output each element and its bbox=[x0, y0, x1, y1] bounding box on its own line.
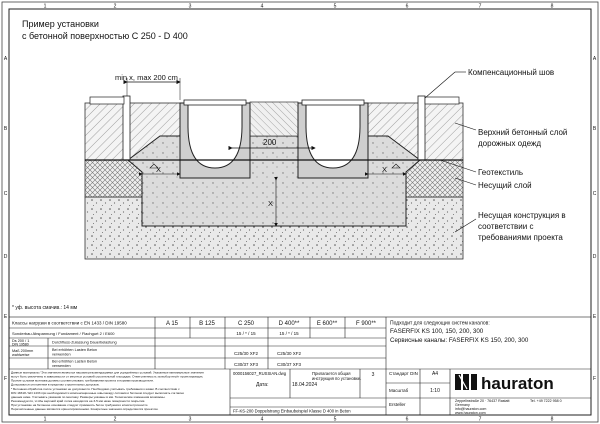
expansion-joint-left bbox=[123, 96, 130, 160]
frame-number: 8 bbox=[550, 416, 554, 423]
drawing-caption: FF-KS-200 Doppelstrang Einbaubeispiel Klasse D 400 in Beton bbox=[233, 408, 351, 414]
x-vertical-label: X bbox=[268, 199, 274, 208]
frame-number: 1 bbox=[43, 3, 47, 10]
guide-d: 15 / * / 15 bbox=[279, 331, 299, 336]
frame-number: 3 bbox=[188, 3, 192, 10]
dimension-200-label: 200 bbox=[263, 138, 277, 147]
row3-c: C25/30 XF2 bbox=[233, 351, 259, 356]
concrete-bedding bbox=[128, 136, 420, 226]
note-line: Рекомендуется, чтобы верхний край лотка находился на 3-5 мм ниже поверхности покрытия. bbox=[11, 399, 146, 403]
frame-letter: F bbox=[3, 376, 8, 382]
row2-left2: DIN 19580 bbox=[12, 342, 29, 347]
frame-letter: A bbox=[3, 56, 8, 62]
structure-label-1: Несущая конструкция в bbox=[478, 211, 566, 220]
load-class-f900: F 900** bbox=[355, 321, 377, 327]
row2-mid: Durchfluss-Zulassung Dauerbelastung bbox=[52, 340, 117, 345]
load-class-b125: B 125 bbox=[199, 321, 215, 327]
brand-name: hauraton bbox=[481, 374, 554, 393]
frame-number: 7 bbox=[478, 416, 482, 423]
geotextile-label: Геотекстиль bbox=[478, 168, 524, 177]
frame-letter: E bbox=[592, 314, 597, 320]
guide-cd: 15 / * / 15 bbox=[236, 331, 256, 336]
compensation-joint-label: Компенсационный шов bbox=[468, 68, 555, 77]
note-line: Допускаются отклонения в пределах строительных допусков. bbox=[11, 382, 100, 387]
frame-letter: E bbox=[3, 314, 8, 320]
footnote: * уф. высота смачив.: 14 мм bbox=[12, 305, 78, 311]
frame-letter: B bbox=[3, 126, 8, 132]
frame-number: 2 bbox=[113, 416, 117, 423]
applies-line-2: Сервисные каналы: FASERFIX KS 150, 200, 300 bbox=[390, 337, 529, 344]
bearing-layer-label: Несущий слой bbox=[478, 181, 532, 190]
load-class-d400: D 400** bbox=[278, 321, 300, 327]
scale-value: 1:10 bbox=[430, 388, 440, 394]
applies-label: Подходит для следующих систем каналов: bbox=[390, 320, 490, 327]
standard-value: A4 bbox=[431, 371, 439, 377]
expansion-joint-right bbox=[418, 96, 425, 160]
x-right-label: X bbox=[382, 165, 388, 174]
load-class-a15: A 15 bbox=[165, 321, 179, 327]
frame-letter: C bbox=[592, 191, 597, 197]
channel-left bbox=[180, 100, 250, 178]
drawn-label: Ersteller bbox=[389, 402, 406, 407]
date-value: 18.04.2024 bbox=[292, 382, 318, 388]
address-line-4: www.hauraton.com bbox=[455, 411, 486, 415]
address-line-2: Germany bbox=[455, 403, 470, 407]
note-line: могут быть увеличены в зависимости от местных условий строительной площадки. Ответственность за выбор несёт проектировщик. bbox=[11, 374, 204, 379]
frame-number: 8 bbox=[550, 3, 554, 10]
frame-number: 5 bbox=[333, 3, 337, 10]
row4-c: C30/37 XF3 bbox=[233, 362, 259, 367]
note-line: Перечисленные данные являются ориентировочными. Конкретные значения определяются проектом. bbox=[11, 407, 159, 411]
surface-strip-left bbox=[90, 97, 124, 104]
frame-letter: D bbox=[592, 254, 597, 260]
load-class-c250: C 250 bbox=[237, 321, 255, 327]
frame-number: 2 bbox=[113, 3, 117, 10]
frame-number: 7 bbox=[478, 3, 482, 10]
frame-letter: F bbox=[592, 376, 597, 382]
frame-letter: A bbox=[592, 56, 597, 62]
instruction-line-1: Прилагается общая bbox=[312, 371, 351, 376]
row3-d: C25/30 XF2 bbox=[276, 351, 302, 356]
channel-right bbox=[298, 100, 368, 178]
upper-concrete-label-2: дорожных одежд bbox=[478, 139, 541, 148]
frame-letter: B bbox=[592, 126, 597, 132]
load-class-e600: E 600** bbox=[316, 321, 338, 327]
row3-mid-2: verwenden bbox=[52, 352, 71, 357]
scale-label: Масштаб bbox=[389, 388, 409, 393]
doc-number: 0000156027_RUSSIAN.dwg bbox=[233, 371, 287, 376]
address-line-3: info@hauraton.com bbox=[455, 407, 487, 411]
surface-strip-right bbox=[425, 97, 459, 104]
frame-letter: C bbox=[3, 191, 8, 197]
note-line: Данные материала / Эти значения являются нашими рекомендациями для усреднённых условий. Указанные минимальные значения bbox=[11, 370, 204, 375]
structure-label-3: требованиями проекта bbox=[478, 233, 563, 242]
row3-mid-1: Bei erhöhten Lasten Beton bbox=[52, 348, 97, 352]
instruction-line-2: инструкция по установке. bbox=[312, 376, 362, 381]
min-gap-label: min x, max 200 cm bbox=[115, 73, 178, 82]
middle-filler bbox=[250, 102, 298, 136]
note-line: DIN 18318 / EN 1433 при необходимости компенсационные швы между лотками и бетоном следует выполнять согласно bbox=[11, 391, 185, 395]
standard-label: Стандарт DIN bbox=[389, 371, 418, 376]
row4-mid-2: verwenden bbox=[52, 364, 71, 368]
upper-concrete-label-1: Верхний бетонный слой bbox=[478, 128, 568, 137]
date-label: Дата: bbox=[256, 382, 269, 388]
phone: Tel. +49 7222 958 0 bbox=[530, 399, 562, 403]
frame-number: 5 bbox=[333, 416, 337, 423]
note-line: * Бетонная обработка после установки не допускается. Необходимо учитывать требования к швам. В соответствии с bbox=[11, 387, 180, 391]
row4-mid-1: Bei erhöhten Lasten Beton bbox=[52, 359, 97, 364]
note-line: данным ниже. Учитывать указания по монтажу. Размеры указаны в мм. Технические изменения возможны. bbox=[11, 395, 166, 399]
frame-number: 6 bbox=[405, 416, 409, 423]
frame-number: 4 bbox=[260, 416, 264, 423]
frame-number: 4 bbox=[260, 3, 264, 10]
load-class-label: Классы нагрузки в соответствии с EN 1433 / DIN 19580 bbox=[12, 320, 127, 326]
address-line-1: Zeppelinstraße 20 · 76437 Rastatt bbox=[455, 399, 510, 403]
note-line: Прочие условия монтажа должны соответствовать требованиям проекта и нормам производителя. bbox=[11, 378, 154, 383]
frame-letter: D bbox=[3, 254, 8, 260]
frame-number: 1 bbox=[43, 416, 47, 423]
revision: 3 bbox=[371, 372, 375, 378]
row3-left2: wahlweise bbox=[12, 353, 30, 357]
x-left-label: X bbox=[156, 165, 162, 174]
frame-number: 6 bbox=[405, 3, 409, 10]
row2-left: Ds 200 / 1 bbox=[12, 339, 30, 343]
title-line-1: Пример установки bbox=[22, 19, 99, 29]
title-line-2: с бетонной поверхностью С 250 - D 400 bbox=[22, 31, 188, 41]
applies-line-1: FASERFIX KS 100, 150, 200, 300 bbox=[390, 328, 484, 335]
row3-left: Maß 200mm bbox=[12, 349, 34, 353]
frame-number: 3 bbox=[188, 416, 192, 423]
guide-label: Sonderbau Abspannung / Fundament / Flachgurt 2 / E600 bbox=[12, 331, 115, 336]
note-line: При установке на бетонное основание следует применять бетон требуемого класса прочности. bbox=[11, 403, 149, 407]
structure-label-2: соответствии с bbox=[478, 222, 534, 231]
row4-d: C30/37 XF3 bbox=[276, 362, 302, 367]
